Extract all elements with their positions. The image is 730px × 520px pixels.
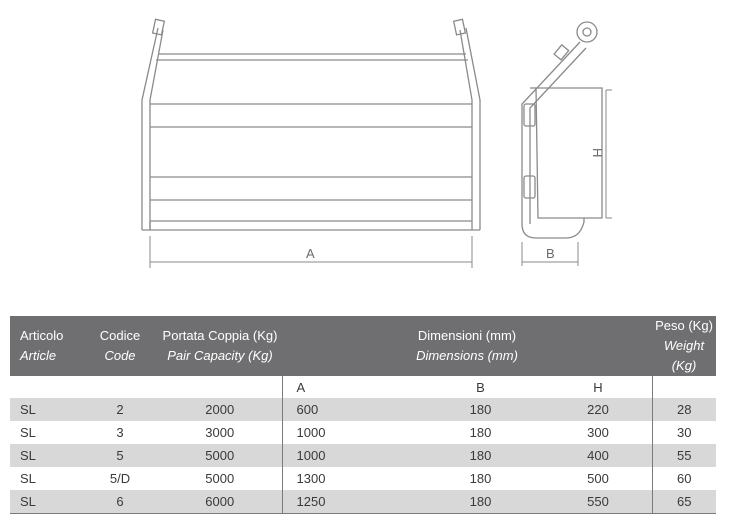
table-row [10, 467, 716, 490]
cell-a: 1250 [282, 490, 417, 514]
header-code: Codice Code [82, 316, 158, 376]
cell-weight: 28 [652, 398, 716, 421]
front-view [142, 19, 480, 268]
table-row [10, 421, 716, 444]
cell-h: 220 [545, 398, 653, 421]
cell-weight: 65 [652, 490, 716, 514]
cell-article: SL [10, 421, 82, 444]
header-weight: Peso (Kg) Weight (Kg) [652, 316, 716, 376]
cell-code: 5/D [82, 467, 158, 490]
cell-a: 1000 [282, 444, 417, 467]
dimension-label-a: A [306, 246, 315, 261]
cell-a: 1300 [282, 467, 417, 490]
cell-article: SL [10, 467, 82, 490]
table-header-row [10, 316, 716, 376]
cell-h: 400 [545, 444, 653, 467]
cell-capacity: 2000 [158, 398, 282, 421]
specification-table [10, 316, 716, 514]
table-row [10, 398, 716, 421]
dimension-label-b: B [546, 246, 555, 261]
table-row [10, 444, 716, 467]
cell-b: 180 [417, 490, 545, 514]
cell-capacity: 5000 [158, 444, 282, 467]
subheader-b: B [417, 376, 545, 398]
subheader-h: H [545, 376, 653, 398]
cell-capacity: 5000 [158, 467, 282, 490]
subheader-a: A [282, 376, 417, 398]
cell-weight: 60 [652, 467, 716, 490]
side-view [522, 22, 612, 266]
cell-capacity: 6000 [158, 490, 282, 514]
cell-code: 2 [82, 398, 158, 421]
header-article: Articolo Article [10, 316, 82, 376]
cell-b: 180 [417, 421, 545, 444]
cell-weight: 55 [652, 444, 716, 467]
cell-capacity: 3000 [158, 421, 282, 444]
cell-b: 180 [417, 398, 545, 421]
dimension-label-h: H [590, 148, 605, 158]
cell-a: 1000 [282, 421, 417, 444]
header-capacity: Portata Coppia (Kg) Pair Capacity (Kg) [158, 316, 282, 376]
cell-article: SL [10, 444, 82, 467]
cell-h: 300 [545, 421, 653, 444]
table-row [10, 490, 716, 514]
cell-article: SL [10, 490, 82, 514]
cell-h: 500 [545, 467, 653, 490]
cell-weight: 30 [652, 421, 716, 444]
cell-h: 550 [545, 490, 653, 514]
cell-article: SL [10, 398, 82, 421]
header-dimensions: Dimensioni (mm) Dimensions (mm) [282, 316, 652, 376]
cell-code: 5 [82, 444, 158, 467]
cell-code: 6 [82, 490, 158, 514]
cell-a: 600 [282, 398, 417, 421]
cell-code: 3 [82, 421, 158, 444]
dimension-subheader-row [10, 376, 716, 398]
cell-b: 180 [417, 444, 545, 467]
cell-b: 180 [417, 467, 545, 490]
